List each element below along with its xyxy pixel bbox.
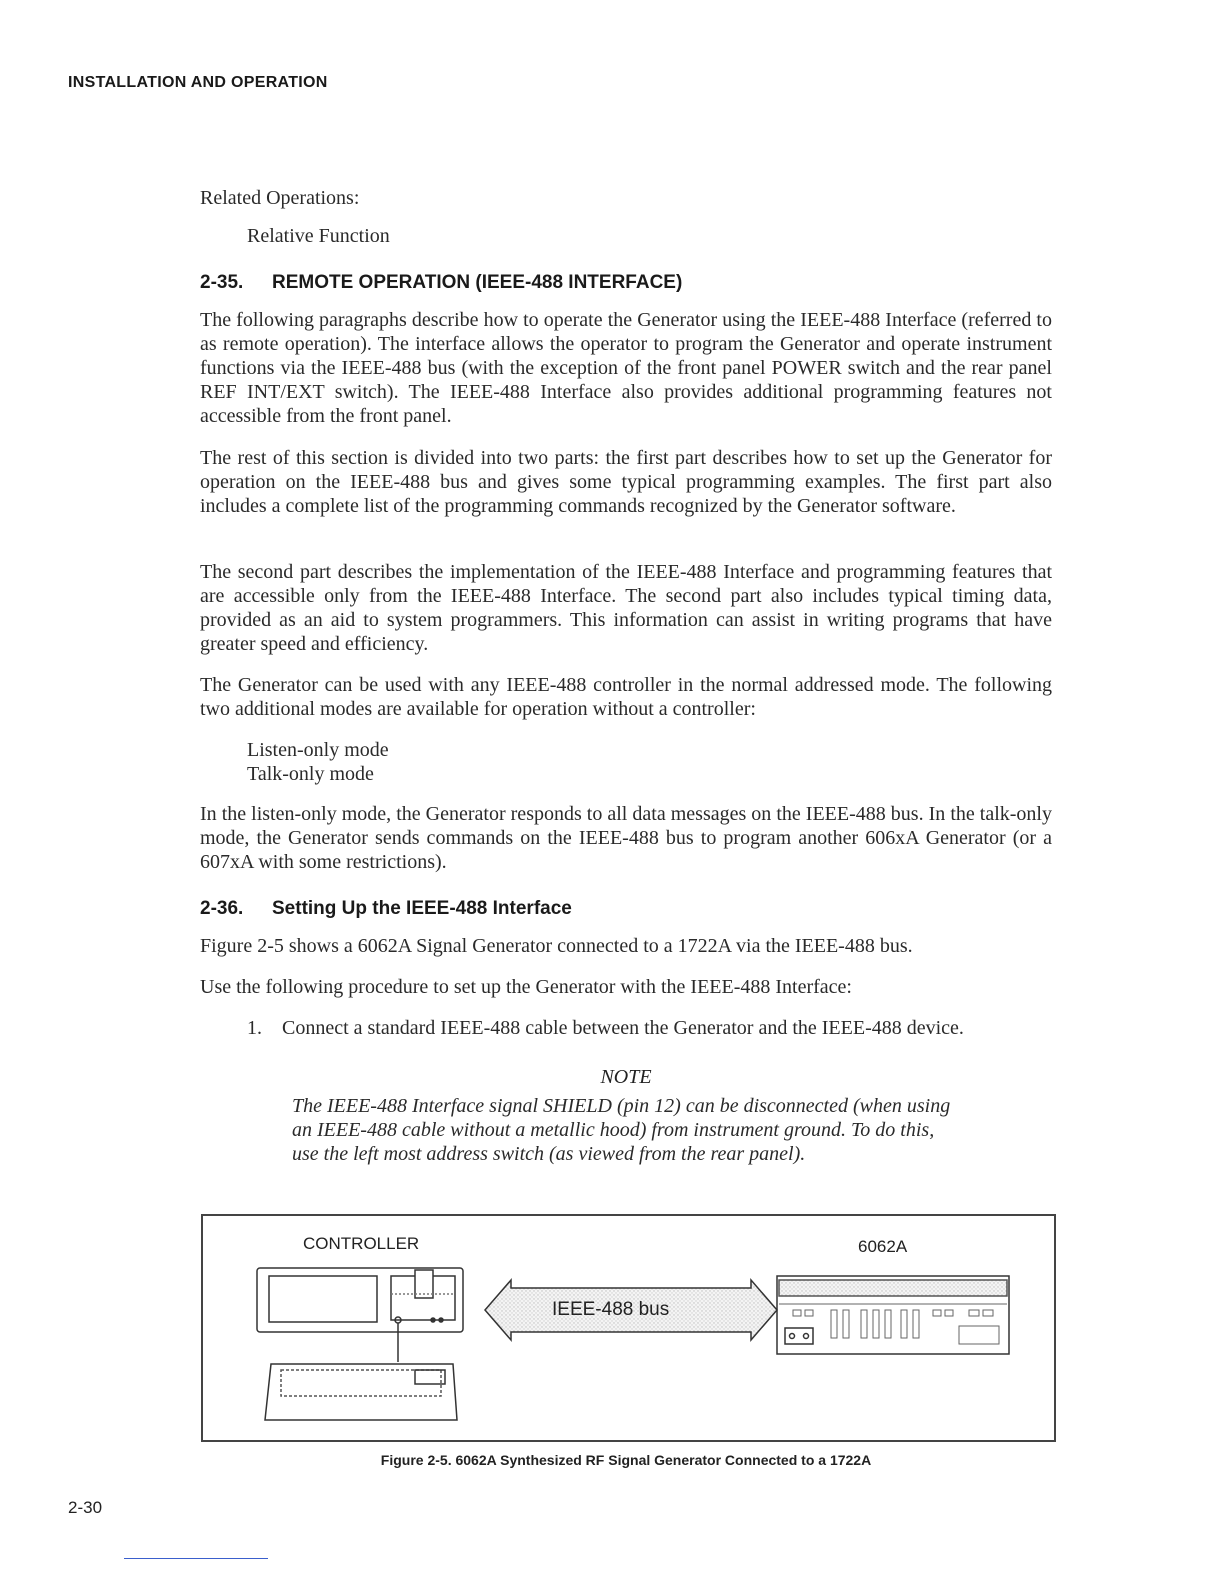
paragraph: In the listen-only mode, the Generator responds to all data messages on the IEEE-488 bus. In the talk-only mode, the Generator sends commands on the IEEE-488 bus to program another 606xA Generator (or a 607xA with some restrictions). xyxy=(200,803,1052,873)
note-title: NOTE xyxy=(600,1066,652,1088)
section-number: 2-35. xyxy=(200,272,244,293)
controller-device xyxy=(257,1268,463,1362)
note-body: The IEEE-488 Interface signal SHIELD (pin 12) can be disconnected (when using an IEEE-488 cable without a metallic hood) from instrument ground. To do this, use the left most address switch (as viewed from the rear panel). xyxy=(292,1095,951,1165)
paragraph: The following paragraphs describe how to operate the Generator using the IEEE-488 Interface (referred to as remote operation). The interface allows the operator to program the Generator and operate instrument functions via the IEEE-488 bus (with the exception of the front panel POWER switch and the rear panel REF INT/EXT switch). The IEEE-488 Interface also provides additional programming features not accessible from the front panel. xyxy=(200,309,1052,427)
section-title: Setting Up the IEEE-488 Interface xyxy=(272,898,572,919)
bus-label: IEEE-488 bus xyxy=(552,1299,670,1320)
figure-illustration xyxy=(201,1214,1056,1442)
footer-rule xyxy=(124,1558,268,1559)
section-heading-2-36 xyxy=(200,898,572,920)
generator-label: 6062A xyxy=(858,1237,908,1256)
paragraph: Use the following procedure to set up the Generator with the IEEE-488 Interface: xyxy=(200,976,852,998)
paragraph: The rest of this section is divided into two parts: the first part describes how to set up the Generator for operation on the IEEE-488 bus and gives some typical programming examples. The first part also includes a complete list of the programming commands recognized by the Generator software. xyxy=(200,447,1052,517)
paragraph: The second part describes the implementation of the IEEE-488 Interface and programming features that are accessible only from the IEEE-488 Interface. The second part also includes typical timing data, provided as an aid to system programmers. This information can assist in writing programs that have greater speed and efficiency. xyxy=(200,561,1052,655)
section-title: REMOTE OPERATION (IEEE-488 INTERFACE) xyxy=(272,272,683,293)
page-number: 2-30 xyxy=(68,1498,103,1517)
keyboard xyxy=(265,1364,457,1420)
step-text: Connect a standard IEEE-488 cable between the Generator and the IEEE-488 device. xyxy=(282,1017,964,1039)
mode-item: Talk-only mode xyxy=(247,763,374,785)
running-header: INSTALLATION AND OPERATION xyxy=(68,74,328,91)
paragraph: Figure 2-5 shows a 6062A Signal Generator connected to a 1722A via the IEEE-488 bus. xyxy=(200,935,913,957)
section-heading-2-35 xyxy=(200,272,682,294)
paragraph: The Generator can be used with any IEEE-488 controller in the normal addressed mode. The following two additional modes are available for operation without a controller: xyxy=(200,674,1052,720)
step-number: 1. xyxy=(247,1017,262,1039)
controller-label: CONTROLLER xyxy=(303,1234,420,1253)
section-number: 2-36. xyxy=(200,898,244,919)
figure-caption: Figure 2-5. 6062A Synthesized RF Signal Generator Connected to a 1722A xyxy=(380,1452,872,1468)
generator-device xyxy=(777,1276,1009,1354)
related-operations-label: Related Operations: xyxy=(200,187,360,209)
related-operations-item: Relative Function xyxy=(247,225,390,247)
mode-item: Listen-only mode xyxy=(247,739,389,761)
